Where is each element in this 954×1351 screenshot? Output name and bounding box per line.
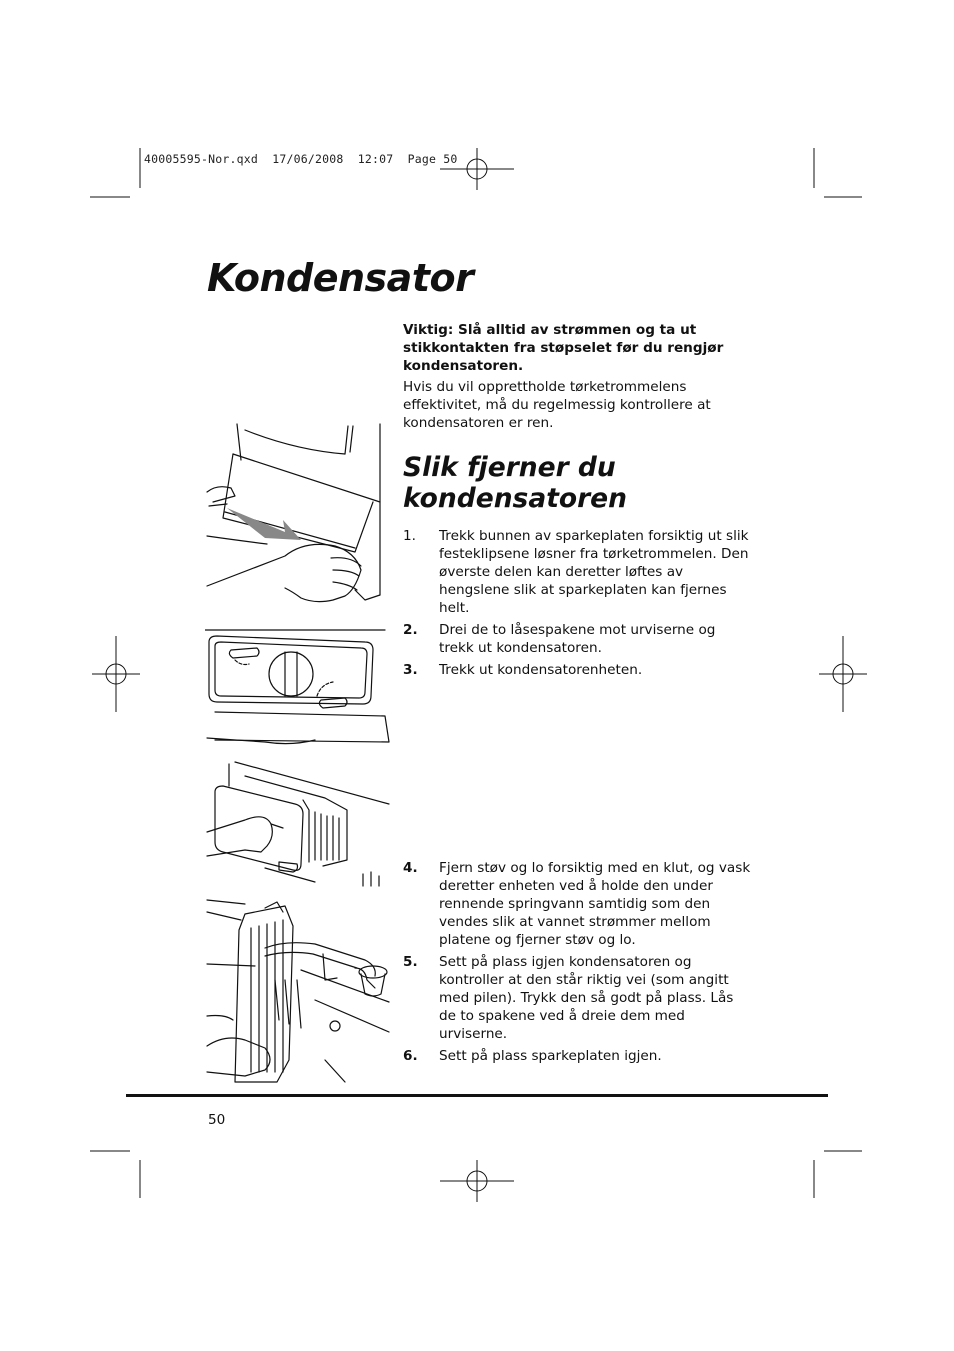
list-item bbox=[403, 661, 753, 679]
step-number: 6. bbox=[403, 1048, 418, 1064]
step-text: Drei de to låsespakene mot urviserne og trekk ut kondensatoren. bbox=[439, 622, 716, 656]
step-text: Sett på plass sparkeplaten igjen. bbox=[439, 1048, 662, 1064]
illustration-condenser-pull bbox=[207, 762, 389, 886]
registration-mark-left bbox=[92, 636, 140, 712]
illustration-condenser-levers bbox=[205, 630, 389, 744]
safety-warning: Viktig: Slå alltid av strømmen og ta ut stikkontakten fra støpselet før du rengjør kondensatoren. bbox=[403, 322, 724, 374]
steps-list-b bbox=[403, 859, 753, 1069]
step-number: 5. bbox=[403, 954, 418, 970]
step-number: 3. bbox=[403, 662, 418, 678]
footer-rule bbox=[126, 1094, 828, 1097]
intro-paragraph: Hvis du vil opprettholde tørketrommelens effektivitet, må du regelmessig kontrollere at kondensatoren er ren. bbox=[403, 379, 711, 431]
list-item bbox=[403, 859, 753, 949]
step-text: Trekk ut kondensatorenheten. bbox=[439, 662, 643, 678]
step-number: 4. bbox=[403, 860, 418, 876]
step-text: Sett på plass igjen kondensatoren og kontroller at den står riktig vei (som angitt med pilen). Trykk den så godt på plass. Lås de to spakene ved å dreie dem med urviserne. bbox=[439, 954, 734, 1042]
step-text: Fjern støv og lo forsiktig med en klut, og vask deretter enheten ved å holde den under rennende springvann samtidig som den vendes slik at vannet strømmer mellom platene og fjerner støv og lo. bbox=[439, 860, 751, 948]
registration-mark-bottom bbox=[440, 1160, 514, 1202]
page-title: Kondensator bbox=[207, 256, 474, 300]
step-number: 2. bbox=[403, 622, 418, 638]
print-slug: 40005595-Nor.qxd 17/06/2008 12:07 Page 50 bbox=[144, 152, 458, 166]
list-item bbox=[403, 1047, 753, 1065]
list-item bbox=[403, 953, 753, 1043]
section-heading: Slik fjerner du kondensatoren bbox=[403, 452, 627, 514]
registration-mark-right bbox=[819, 636, 867, 712]
step-text: Trekk bunnen av sparkeplaten forsiktig ut slik festeklipsene løsner fra tørketrommelen. Den øverste delen kan deretter løftes av hengslene slik at sparkeplaten kan fjernes helt. bbox=[439, 528, 749, 616]
condenser-illustrations bbox=[205, 420, 395, 1088]
illustration-kickplate-removal bbox=[207, 424, 380, 602]
illustration-condenser-rinse bbox=[207, 900, 389, 1082]
page-number: 50 bbox=[208, 1112, 226, 1128]
steps-list-a bbox=[403, 527, 753, 683]
list-item bbox=[403, 527, 753, 617]
step-number: 1. bbox=[403, 528, 416, 544]
list-item bbox=[403, 621, 753, 657]
